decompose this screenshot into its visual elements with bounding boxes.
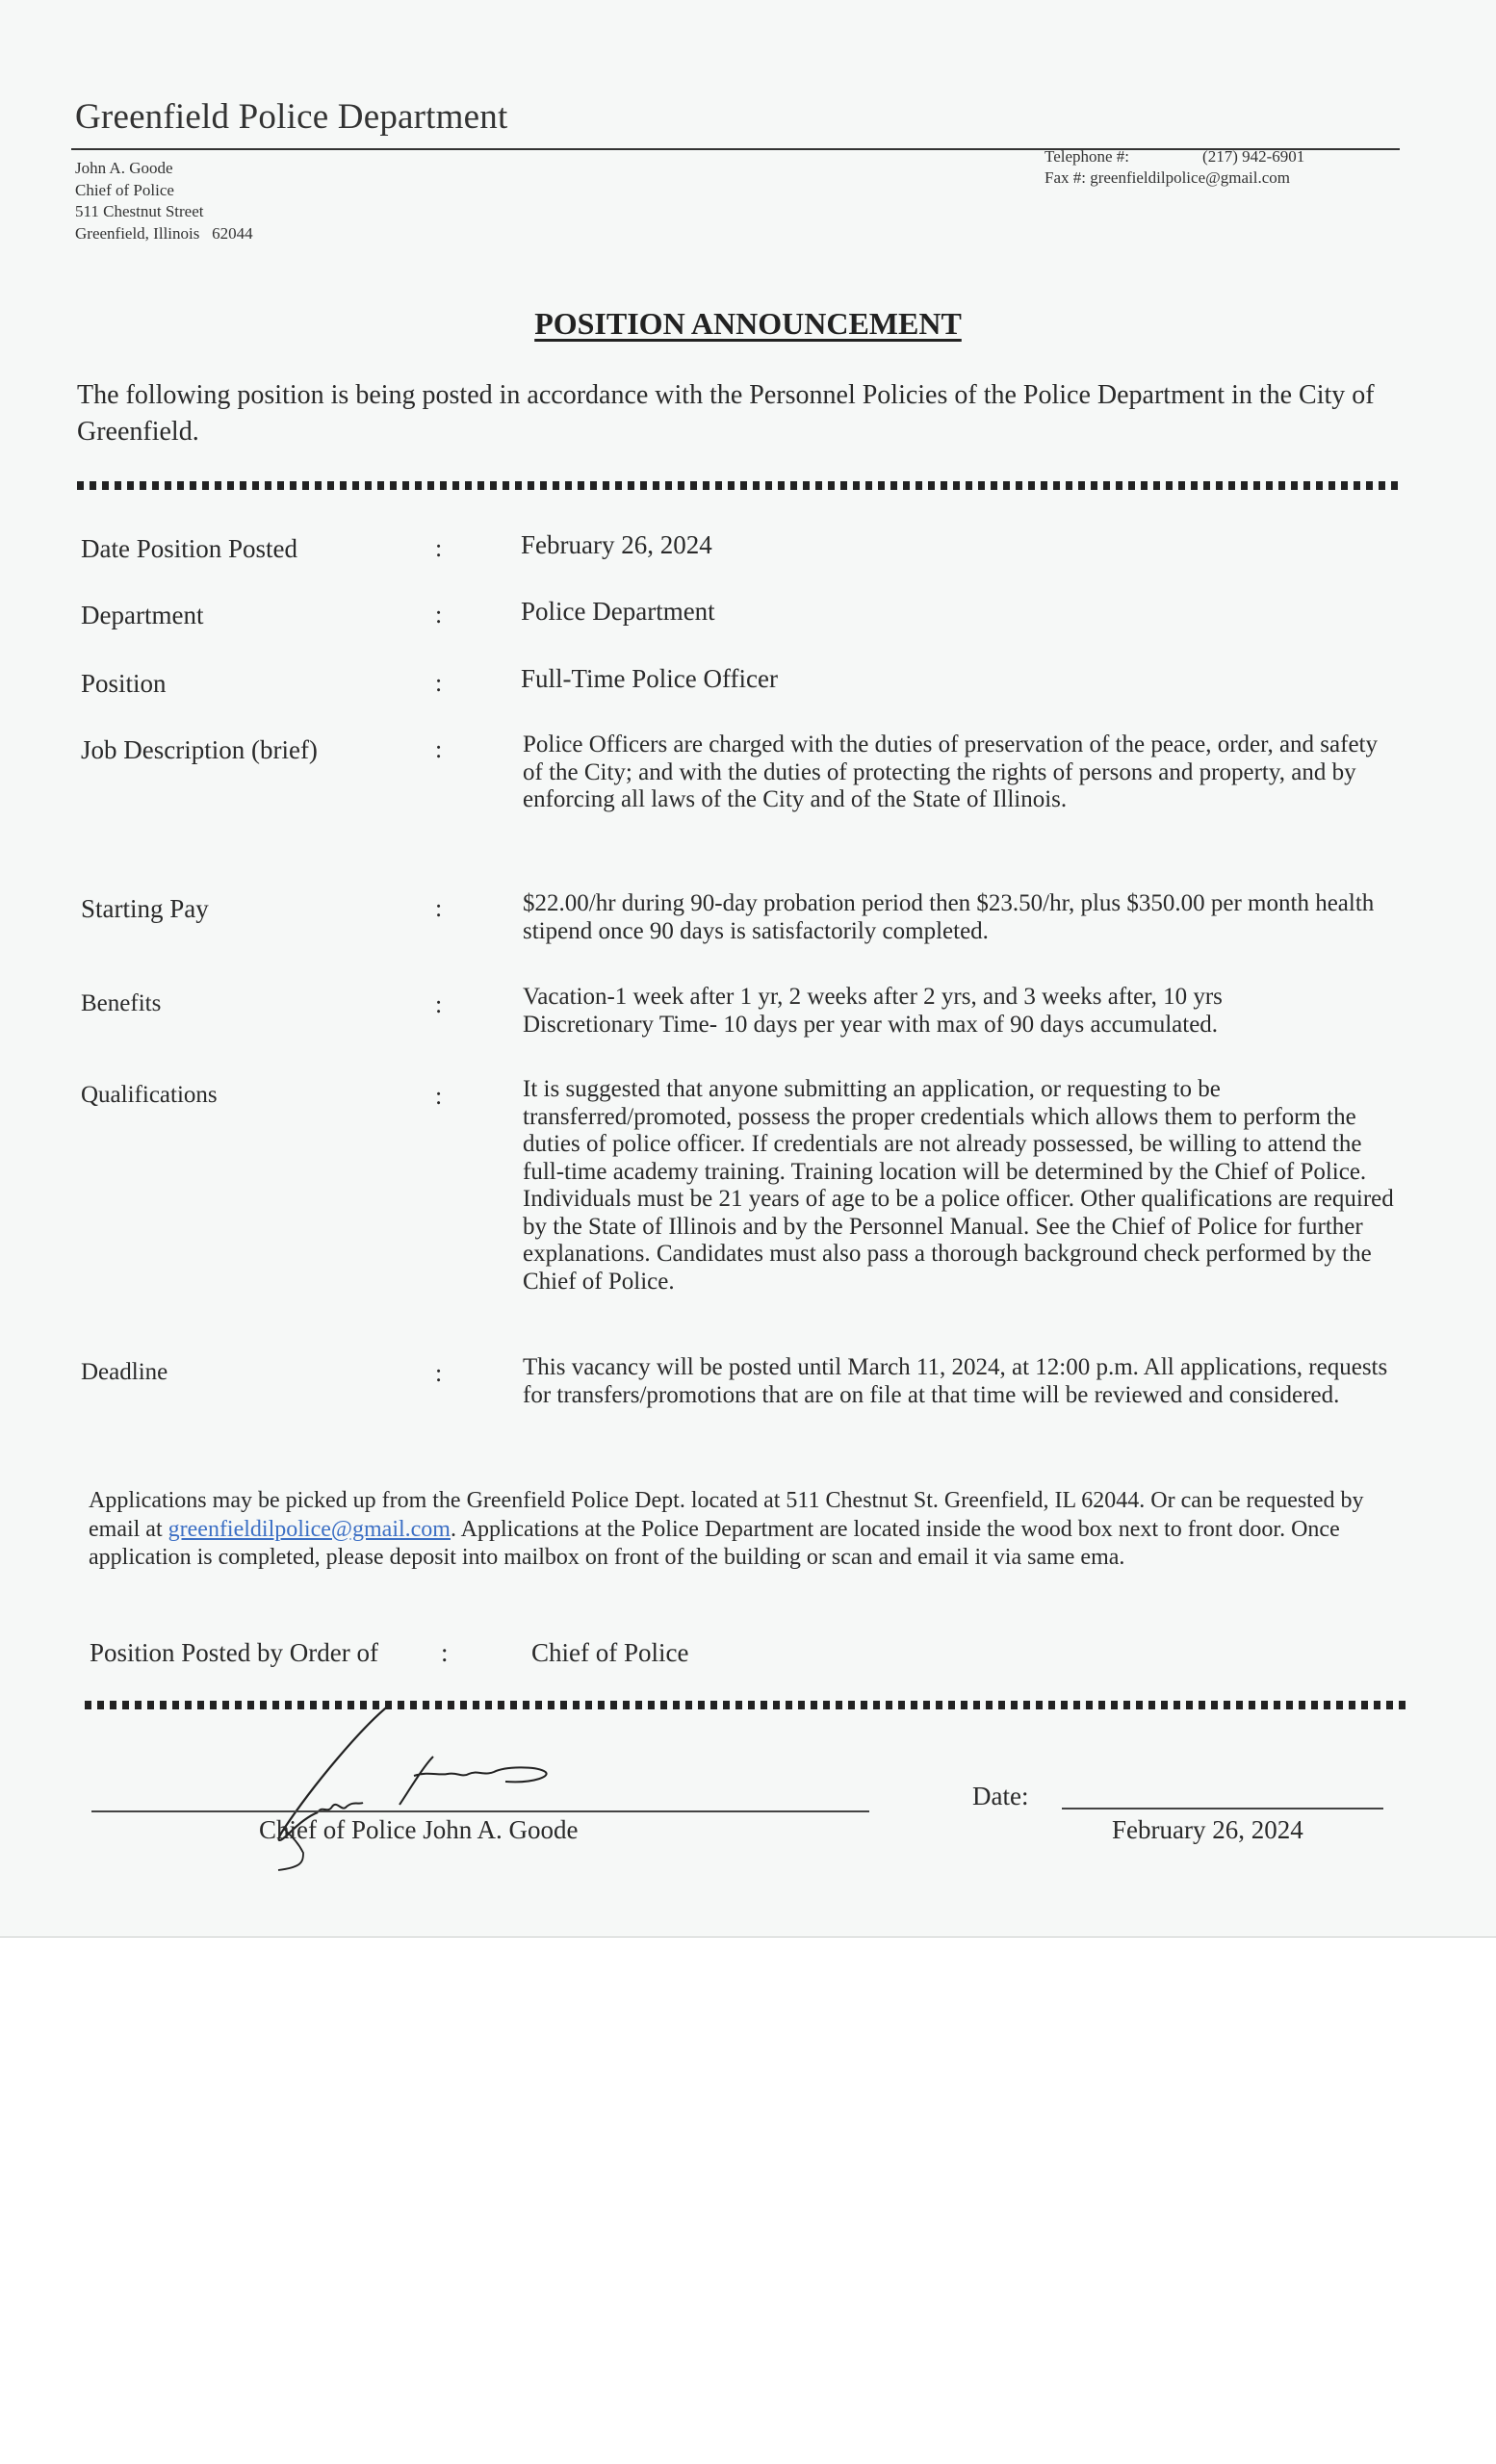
field-label: Deadline — [81, 1359, 168, 1385]
signer-name: Chief of Police John A. Goode — [259, 1815, 579, 1844]
field-colon: : — [435, 669, 443, 697]
address-block — [75, 158, 253, 244]
field-colon: : — [435, 990, 443, 1018]
field-colon: : — [435, 735, 443, 763]
field-value-deadline: This vacancy will be posted until March 11, 2024, at 12:00 p.m. All applications, requests for transfers/promotions that are on file at that time will be reviewed and considered. — [523, 1354, 1388, 1408]
posted-by-value: Chief of Police — [531, 1638, 689, 1667]
field-label: Date Position Posted — [81, 534, 298, 563]
address-line: 511 Chestnut Street — [75, 202, 204, 220]
handwritten-signature — [245, 1699, 611, 1872]
benefit-line: Vacation-1 week after 1 yr, 2 weeks after 2 yrs, and 3 weeks after, 10 yrs — [523, 984, 1223, 1010]
announcement-title-wrap — [0, 306, 1496, 342]
field-colon: : — [435, 1082, 443, 1110]
application-text: Applications may be picked up from the Greenfield Police Dept. located at 511 Chestnut St. Greenfield, IL 62044. Or can be requested by email at — [89, 1488, 1364, 1542]
telephone-value: (217) 942-6901 — [1202, 147, 1305, 166]
signature-date: February 26, 2024 — [1112, 1815, 1303, 1844]
field-label: Position — [81, 669, 167, 698]
field-colon: : — [441, 1638, 449, 1667]
field-value-date-posted: February 26, 2024 — [521, 530, 712, 559]
address-line: John A. Goode — [75, 159, 173, 177]
field-label: Qualifications — [81, 1082, 218, 1108]
field-colon: : — [435, 1359, 443, 1387]
address-line: Greenfield, Illinois 62044 — [75, 223, 253, 243]
intro-text: The following position is being posted in accordance with the Personnel Policies of the Police Department in the City of Greenfield. — [77, 380, 1375, 447]
field-value-position: Full-Time Police Officer — [521, 664, 778, 693]
field-label: Benefits — [81, 990, 162, 1016]
field-colon: : — [435, 534, 443, 562]
email-link[interactable]: greenfieldilpolice@gmail.com — [168, 1516, 451, 1542]
application-text: . Applications at the Police Department are located inside the wood box next to front door. Once application is completed, please deposit into mailbox on front of the building or scan and email it via same ema. — [89, 1516, 1340, 1570]
field-value-department: Police Department — [521, 597, 715, 626]
benefit-line: Discretionary Time- 10 days per year with max of 90 days accumulated. — [523, 1011, 1219, 1038]
field-value-benefits — [523, 984, 1428, 1039]
field-value-job-description: Police Officers are charged with the duties of preservation of the peace, order, and safety of the City; and with the duties of protecting the rights of persons and property, and by enforcing all laws of the City and of the State of Illinois. — [523, 732, 1378, 812]
date-label: Date: — [972, 1782, 1029, 1810]
field-value-starting-pay: $22.00/hr during 90-day probation period then $23.50/hr, plus $350.00 per month health stipend once 90 days is satisfactorily completed. — [523, 890, 1375, 944]
field-colon: : — [435, 894, 443, 922]
application-info — [89, 1487, 1417, 1573]
signature-line — [91, 1810, 869, 1812]
contact-block — [1045, 146, 1304, 189]
field-colon: : — [435, 601, 443, 629]
announcement-title: POSITION ANNOUNCEMENT — [534, 306, 962, 341]
field-value-qualifications: It is suggested that anyone submitting an application, or requesting to be transferred/promoted, possess the proper credentials which allows them to perform the duties of police officer. If credentials are not already possessed, be willing to attend the full-time academy training. Training location will be determined by the Chief of Police. Individuals must be 21 years of age to be a police officer. Other qualifications are required by the State of Illinois and by the Personnel Manual. See the Chief of Police for further explanations. Candidates must also pass a thorough background check performed by the Chief of Police. — [523, 1076, 1394, 1295]
field-label: Department — [81, 601, 204, 629]
posted-by-label: Position Posted by Order of — [90, 1638, 378, 1667]
telephone-label: Telephone #: — [1045, 147, 1130, 166]
fax-line: Fax #: greenfieldilpolice@gmail.com — [1045, 168, 1290, 187]
address-line: Chief of Police — [75, 180, 174, 199]
date-line — [1062, 1808, 1383, 1810]
field-label: Job Description (brief) — [81, 735, 318, 764]
field-label: Starting Pay — [81, 894, 209, 923]
dotted-divider — [77, 481, 1400, 490]
org-name: Greenfield Police Department — [75, 97, 508, 137]
